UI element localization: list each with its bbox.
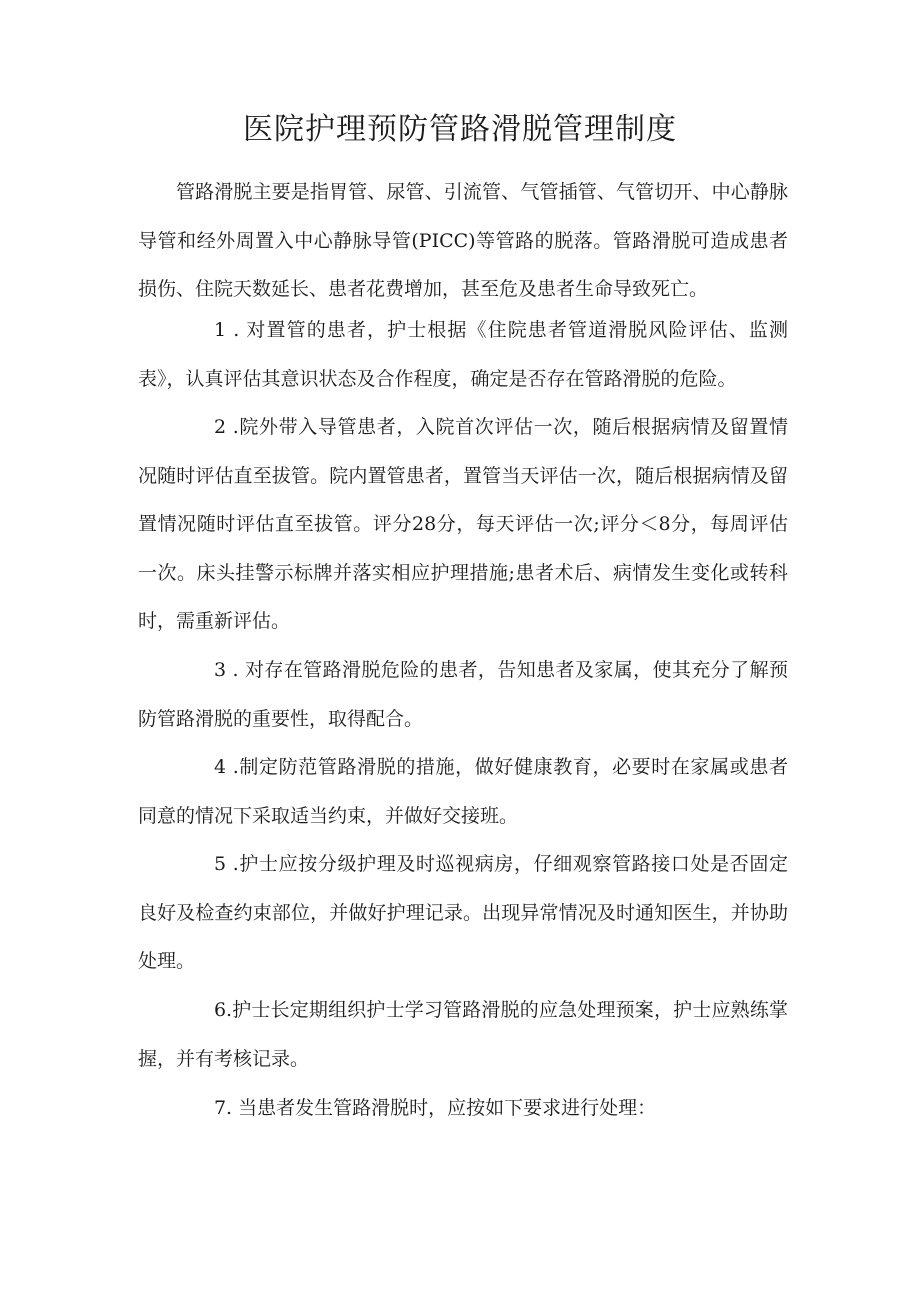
list-item-text: . 对置管的患者，护士根据《住院患者管道滑脱风险评估、监测表》，认真评估其意识状态及合作程度，确定是否存在管路滑脱的危险。	[138, 319, 788, 390]
list-item-text: .护士应按分级护理及时巡视病房，仔细观察管路接口处是否固定良好及检查约束部位，并做好护理记录。出现异常情况及时通知医生，并协助处理。	[138, 853, 788, 972]
list-item-number: 3	[214, 659, 227, 681]
list-item-number: 7	[214, 1097, 227, 1119]
list-item-number: 6	[214, 999, 227, 1021]
list-item-5	[138, 840, 788, 986]
page-title: 医院护理预防管路滑脱管理制度	[243, 112, 677, 147]
list-item-number: 5	[214, 853, 227, 875]
list-item-text: .护士长定期组织护士学习管路滑脱的应急处理预案，护士应熟练掌握，并有考核记录。	[138, 999, 788, 1070]
list-item-6	[138, 986, 788, 1083]
list-item-number: 4	[214, 756, 227, 778]
list-item-text: .院外带入导管患者，入院首次评估一次，随后根据病情及留置情况随时评估直至拔管。院内置管患者，置管当天评估一次，随后根据病情及留置情况随时评估直至拔管。评分28分，每天评估一次;评分＜8分，每周评估一次。床头挂警示标牌并落实相应护理措施;患者术后、病情发生变化或转科时，需重新评估。	[138, 416, 788, 632]
list-item-number: 2	[214, 416, 227, 438]
list-item-text: .制定防范管路滑脱的措施，做好健康教育，必要时在家属或患者同意的情况下采取适当约束，并做好交接班。	[138, 756, 788, 827]
list-item-text: . 对存在管路滑脱危险的患者，告知患者及家属，使其充分了解预防管路滑脱的重要性，取得配合。	[138, 659, 788, 730]
list-item-4	[138, 743, 788, 840]
intro-paragraph: 管路滑脱主要是指胃管、尿管、引流管、气管插管、气管切开、中心静脉导管和经外周置入中心静脉导管(PICC)等管路的脱落。管路滑脱可造成患者损伤、住院天数延长、患者花费增加，甚至危及患者生命导致死亡。	[138, 181, 788, 300]
list-item-7	[138, 1084, 788, 1133]
list-item-2	[138, 403, 788, 646]
list-item-3	[138, 646, 788, 743]
list-item-text: . 当患者发生管路滑脱时，应按如下要求进行处理：	[226, 1097, 657, 1119]
list-item-number: 1	[214, 319, 227, 341]
list-item-1	[138, 306, 788, 403]
